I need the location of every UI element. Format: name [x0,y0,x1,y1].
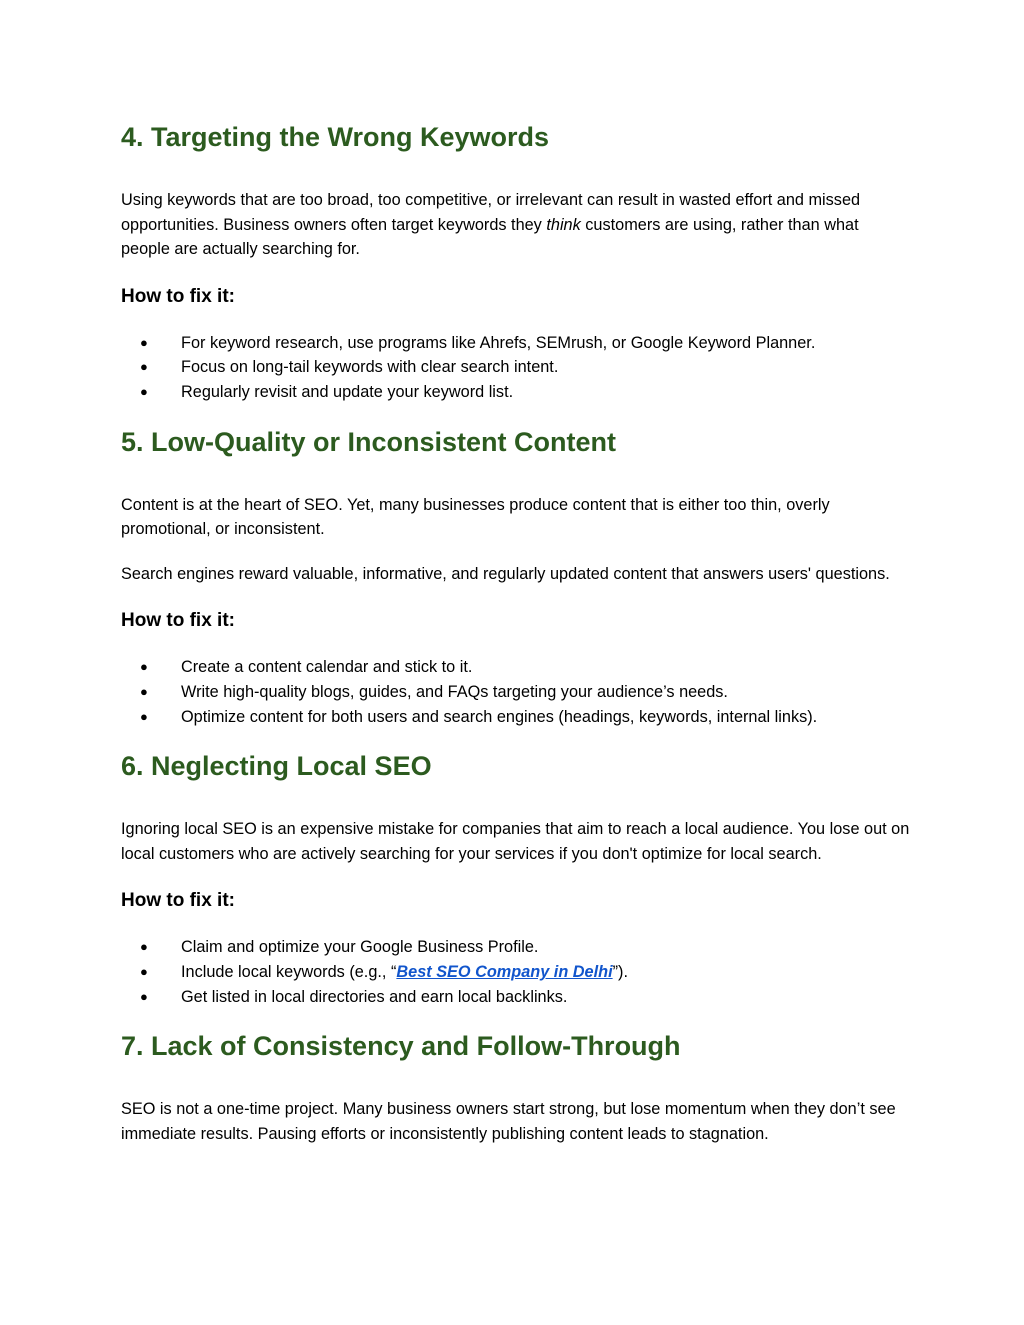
how-to-fix-heading: How to fix it: [121,285,235,307]
bullet-icon: ● [140,359,148,375]
section-heading-local-seo: 6. Neglecting Local SEO [121,751,432,782]
list-item-text: Include local keywords (e.g., “ [181,962,397,981]
list-item [121,960,911,985]
list-item [121,355,911,380]
bullet-icon: ● [140,334,148,350]
section-heading-consistency: 7. Lack of Consistency and Follow-Through [121,1031,681,1062]
list-item [121,705,911,730]
list-item-text: Get listed in local directories and earn local backlinks. [181,987,568,1006]
section-heading-targeting-keywords: 4. Targeting the Wrong Keywords [121,122,550,152]
bullet-icon: ● [140,383,148,399]
section-paragraph: SEO is not a one-time project. Many business owners start strong, but lose momentum when they don’t see immediate results. Pausing efforts or inconsistently publishing content leads to stagnation. [121,1100,896,1143]
best-seo-company-link[interactable]: Best SEO Company in Delhi [396,962,613,981]
fix-list [121,655,911,729]
bullet-icon: ● [140,988,148,1004]
emphasis-text: think [546,215,581,234]
paragraph-text: Using keywords that are too broad, too competitive, or irrelevant can result in wasted effort and missed opportunities. Business owners often target keywords they [121,191,861,234]
fix-list [121,935,911,1009]
list-item [121,655,911,680]
bullet-icon: ● [140,708,148,724]
bullet-icon: ● [140,963,148,979]
how-to-fix-heading: How to fix it: [121,890,235,912]
list-item [121,985,911,1010]
fix-list [121,331,911,405]
section-paragraph: Search engines reward valuable, informative, and regularly updated content that answers users' questions. [121,564,890,583]
list-item-text: Write high-quality blogs, guides, and FAQs targeting your audience’s needs. [181,682,728,701]
list-item-text: For keyword research, use programs like Ahrefs, SEMrush, or Google Keyword Planner. [181,333,816,352]
list-item-text: Claim and optimize your Google Business Profile. [181,938,539,957]
list-item [121,380,911,405]
paragraph-text: customers are using, rather than what people are actually searching for. [121,215,859,259]
document-content [121,118,911,1146]
section-heading-content-quality: 5. Low-Quality or Inconsistent Content [121,426,617,457]
list-item [121,680,911,705]
list-item [121,935,911,960]
section-paragraph [121,188,911,262]
list-item [121,331,911,356]
bullet-icon: ● [140,939,148,955]
bullet-icon: ● [140,683,148,699]
section-paragraph: Content is at the heart of SEO. Yet, many businesses produce content that is either too thin, overly promotional, or inconsistent. [121,495,830,539]
list-item-text: Regularly revisit and update your keyword list. [181,382,514,401]
section-paragraph: Ignoring local SEO is an expensive mistake for companies that aim to reach a local audience. You lose out on local customers who are actively searching for your services if you don't optimize for local search. [121,820,910,863]
list-item-text: ”). [612,962,628,981]
list-item-text: Focus on long-tail keywords with clear search intent. [181,358,559,377]
bullet-icon: ● [140,659,148,675]
list-item-text: Create a content calendar and stick to it. [181,658,473,677]
how-to-fix-heading: How to fix it: [121,610,235,632]
list-item-text: Optimize content for both users and search engines (headings, keywords, internal links). [181,707,818,726]
